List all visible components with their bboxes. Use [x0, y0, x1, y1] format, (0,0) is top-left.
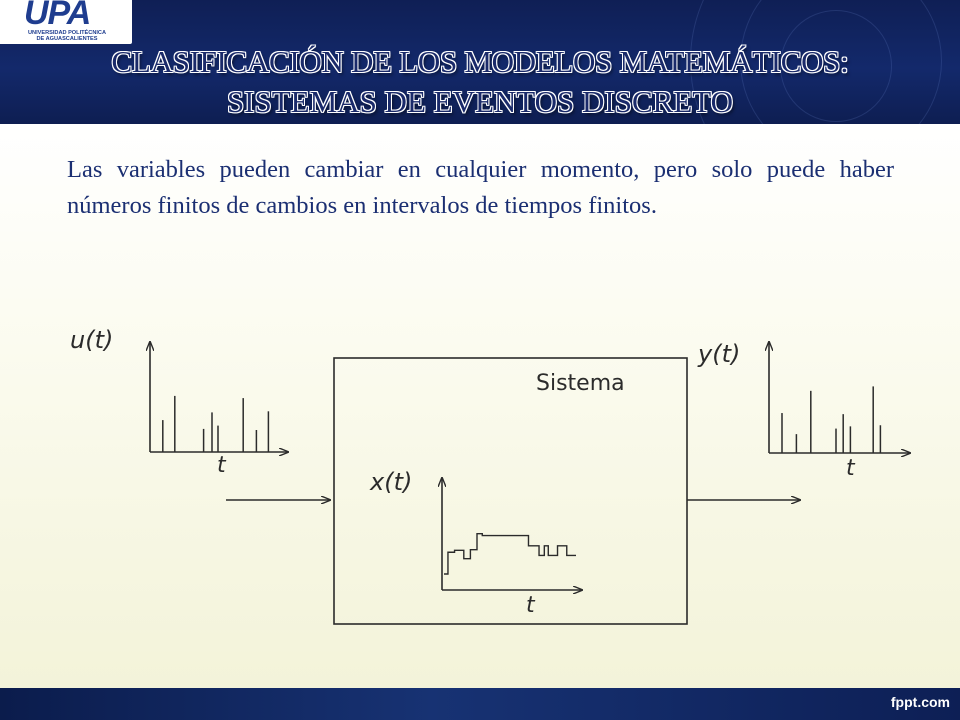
state-step-trajectory	[444, 534, 576, 574]
output-signal-plot	[697, 340, 910, 481]
input-signal-plot	[70, 326, 288, 478]
footer-brand: fppt.com	[890, 694, 950, 710]
logo-subtitle-line-2: DE AGUASCALIENTES	[36, 36, 98, 42]
output-impulse-group	[782, 386, 880, 453]
input-time-axis-label: t	[217, 453, 226, 478]
input-signal-label: u(t)	[70, 326, 114, 354]
system-block	[334, 358, 687, 624]
output-signal-label: y(t)	[698, 340, 741, 368]
state-time-axis-label: t	[526, 593, 535, 618]
slide-title-line-2: SISTEMAS DE EVENTOS DISCRETO	[226, 84, 734, 119]
output-time-axis-label: t	[846, 456, 855, 481]
input-impulse-group	[163, 396, 269, 452]
state-signal-label: x(t)	[370, 468, 413, 496]
logo-subtitle-line-1: UNIVERSIDAD POLITÉCNICA	[27, 30, 106, 36]
logo-wordmark: UPA	[24, 0, 91, 32]
system-label: Sistema	[536, 371, 625, 396]
university-logo	[0, 0, 132, 44]
slide-title-line-1: CLASIFICACIÓN DE LOS MODELOS MATEMÁTICOS:	[111, 44, 849, 79]
discrete-event-system-diagram	[0, 300, 960, 640]
footer-band	[0, 688, 960, 720]
state-signal-plot	[369, 468, 582, 618]
body-paragraph: Las variables pueden cambiar en cualquier momento, pero solo puede haber números finitos de cambios en intervalos de tiempos finitos.	[67, 156, 894, 219]
